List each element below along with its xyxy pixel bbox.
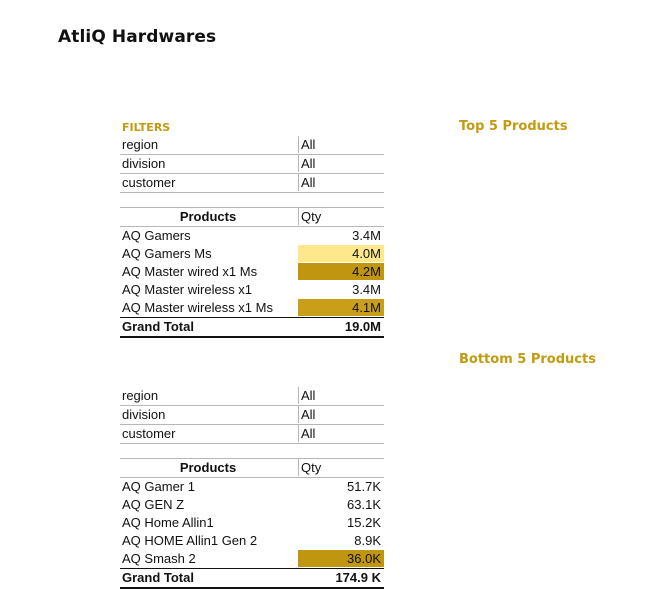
report-title: AtliQ Hardwares	[58, 27, 217, 47]
bottom-products-heading: Bottom 5 Products	[459, 352, 596, 367]
grand-total-label: Grand Total	[122, 319, 194, 334]
grand-total-row	[120, 317, 384, 338]
filter-row-region[interactable]	[120, 387, 384, 406]
table-row[interactable]	[120, 227, 384, 245]
pivot-header-row	[120, 458, 384, 478]
pivot-header-row	[120, 207, 384, 227]
qty-value: 63.1K	[347, 497, 381, 512]
top-products-heading: Top 5 Products	[459, 119, 568, 134]
table-row[interactable]	[120, 245, 384, 263]
qty-value: 8.9K	[354, 533, 381, 548]
table-row[interactable]	[120, 496, 384, 514]
product-name: AQ Gamers Ms	[122, 246, 212, 261]
qty-value: 4.0M	[298, 245, 384, 262]
qty-column-header[interactable]: Qty	[298, 208, 384, 225]
filter-row-customer[interactable]	[120, 174, 384, 193]
table-row[interactable]	[120, 550, 384, 568]
qty-value: 4.1M	[298, 299, 384, 316]
product-name: AQ Home Allin1	[122, 515, 214, 530]
filter-value-dropdown[interactable]: All	[298, 155, 384, 172]
products-column-header[interactable]: Products	[179, 209, 237, 224]
top-filters-table	[120, 136, 384, 193]
filter-row-customer[interactable]	[120, 425, 384, 444]
filter-field-label: region	[122, 388, 159, 403]
grand-total-row	[120, 568, 384, 589]
qty-value: 4.2M	[298, 263, 384, 280]
product-name: AQ Gamers	[122, 228, 191, 243]
filter-value-dropdown[interactable]: All	[298, 174, 384, 191]
table-row[interactable]	[120, 299, 384, 317]
qty-value: 15.2K	[347, 515, 381, 530]
filter-field-label: division	[122, 407, 166, 422]
filter-row-division[interactable]	[120, 155, 384, 174]
filter-field-label: division	[122, 156, 166, 171]
product-name: AQ GEN Z	[122, 497, 185, 512]
grand-total-value: 19.0M	[344, 319, 381, 334]
qty-value: 3.4M	[352, 282, 381, 297]
table-row[interactable]	[120, 514, 384, 532]
product-name: AQ Gamer 1	[122, 479, 195, 494]
product-name: AQ Master wireless x1 Ms	[122, 300, 273, 315]
products-column-header[interactable]: Products	[179, 460, 237, 475]
product-name: AQ Master wired x1 Ms	[122, 264, 258, 279]
filter-field-label: region	[122, 137, 159, 152]
filter-value-dropdown[interactable]: All	[298, 406, 384, 423]
filter-value-dropdown[interactable]: All	[298, 387, 384, 404]
table-row[interactable]	[120, 532, 384, 550]
filter-row-division[interactable]	[120, 406, 384, 425]
qty-value: 51.7K	[347, 479, 381, 494]
bottom-filters-table	[120, 387, 384, 444]
qty-value: 3.4M	[352, 228, 381, 243]
grand-total-label: Grand Total	[122, 570, 194, 585]
table-row[interactable]	[120, 478, 384, 496]
qty-value: 36.0K	[298, 550, 384, 567]
bottom-products-pivot	[120, 458, 384, 589]
filter-field-label: customer	[122, 175, 176, 190]
qty-column-header[interactable]: Qty	[298, 459, 384, 476]
product-name: AQ HOME Allin1 Gen 2	[122, 533, 258, 548]
product-name: AQ Master wireless x1	[122, 282, 253, 297]
filters-label: FILTERS	[122, 121, 171, 134]
product-name: AQ Smash 2	[122, 551, 196, 566]
table-row[interactable]	[120, 263, 384, 281]
table-row[interactable]	[120, 281, 384, 299]
filter-value-dropdown[interactable]: All	[298, 425, 384, 442]
grand-total-value: 174.9 K	[335, 570, 381, 585]
filter-field-label: customer	[122, 426, 176, 441]
filter-value-dropdown[interactable]: All	[298, 136, 384, 153]
top-products-pivot	[120, 207, 384, 338]
filter-row-region[interactable]	[120, 136, 384, 155]
